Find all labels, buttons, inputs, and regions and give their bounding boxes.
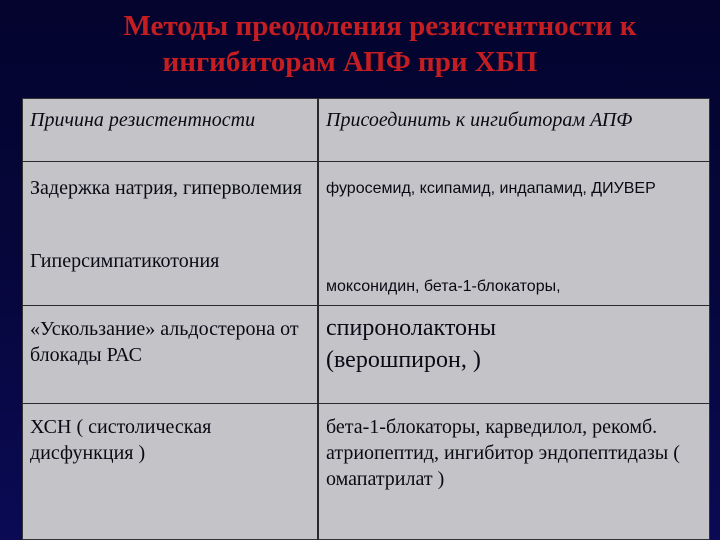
cause-sodium-retention: Задержка натрия, гиперволемия (30, 177, 302, 199)
add-spironolactone: спиронолактоны (верошпирон, ) (326, 315, 496, 373)
column-divider (317, 98, 319, 540)
title-line-1: Методы преодоления резистентности к (123, 10, 637, 42)
row-divider (22, 305, 710, 306)
add-diuretics: фуросемид, ксипамид, индапамид, ДИУВЕР (326, 180, 656, 197)
cause-aldosterone-escape: «Ускользание» альдостерона от блокады РАС (30, 318, 299, 366)
add-beta-blockers: бета-1-блокаторы, карведилол, рекомб. атриопептид, ингибитор эндопептидазы ( омапатрилат ) (326, 416, 680, 490)
cause-sympathicotonia: Гиперсимпатикотония (30, 250, 220, 272)
cause-chf: ХСН ( систолическая дисфункция ) (30, 416, 212, 464)
title-line-2: ингибиторам АПФ при ХБП (162, 46, 538, 78)
header-add: Присоединить к ингибиторам АПФ (326, 109, 633, 131)
row-divider (22, 403, 710, 404)
slide-title (0, 8, 720, 80)
add-moxonidine: моксонидин, бета-1-блокаторы, (326, 278, 561, 295)
header-cause: Причина резистентности (30, 109, 256, 131)
row-divider (22, 161, 710, 162)
